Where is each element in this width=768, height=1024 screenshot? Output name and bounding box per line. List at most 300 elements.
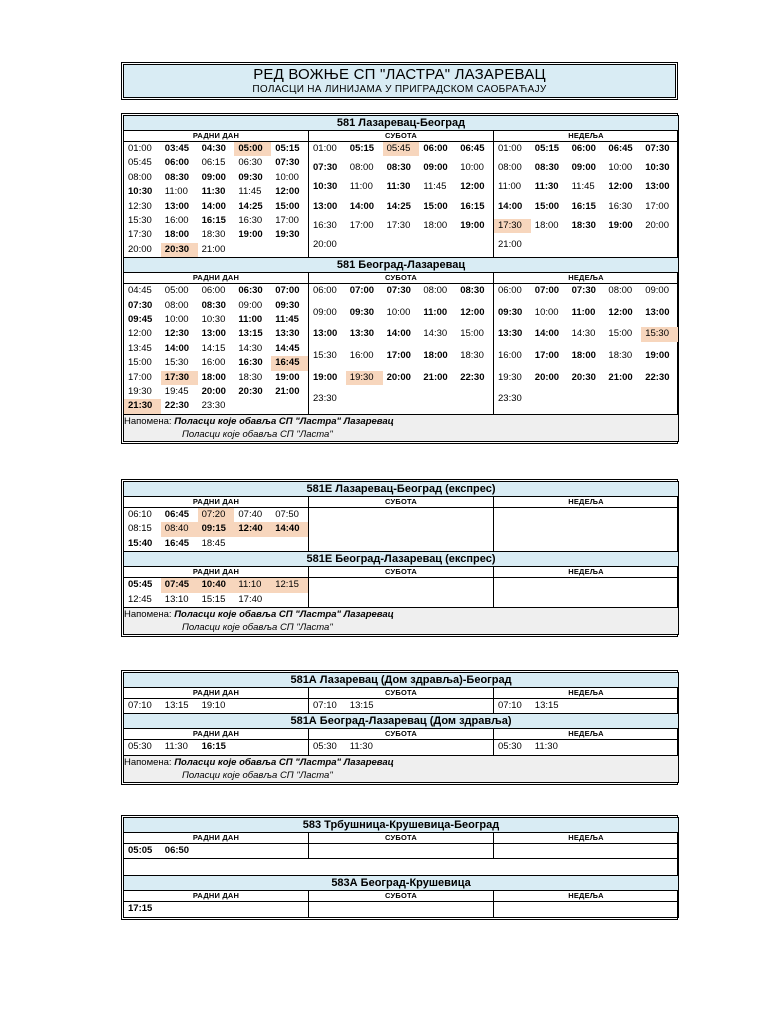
departure-time: 17:00 (386, 349, 411, 361)
day-header-saturday: СУБОТА (309, 688, 494, 699)
departure-list (124, 142, 308, 257)
departure-time: 12:40 (234, 522, 271, 536)
departure-time: 06:15 (201, 157, 226, 169)
times-cell-weekday (124, 699, 309, 714)
times-cell-weekday (124, 740, 309, 755)
departure-time: 09:30 (498, 306, 523, 318)
departure-time: 05:30 (128, 741, 152, 753)
times-row (124, 508, 679, 552)
departure-time: 11:45 (423, 181, 447, 193)
route-title-row (124, 818, 679, 833)
departure-time: 20:00 (201, 385, 226, 397)
departure-time: 13:00 (645, 306, 670, 318)
note-label: Напомена: (124, 608, 172, 620)
day-header-sunday: НЕДЕЉА (494, 497, 679, 508)
departure-time: 19:30 (128, 385, 152, 397)
day-header-sunday: НЕДЕЉА (494, 131, 679, 142)
note-lasta: Поласци које обавља СП "Ласта" (182, 428, 333, 440)
page-header-inner (123, 64, 676, 98)
day-header-row (124, 273, 679, 284)
departure-time: 13:10 (164, 593, 189, 605)
timetable-table (123, 672, 679, 783)
departure-time: 14:15 (201, 342, 226, 354)
departure-time: 19:30 (275, 229, 300, 241)
departure-list (124, 844, 308, 858)
route-title: 581Е Београд-Лазаревац (експрес) (124, 552, 679, 567)
departure-list (124, 699, 308, 713)
note-lasta: Поласци које обавља СП "Ласта" (182, 621, 333, 633)
day-header-weekday: РАДНИ ДАН (124, 729, 309, 740)
departure-time: 01:00 (313, 143, 337, 154)
departure-time: 16:30 (238, 357, 263, 369)
departure-time: 18:30 (608, 349, 633, 361)
departure-time: 11:45 (238, 186, 262, 198)
note-cell (124, 755, 679, 782)
departure-time: 15:00 (128, 357, 152, 369)
departure-time: 08:30 (460, 285, 485, 297)
departure-time: 19:00 (645, 349, 670, 361)
departure-time: 14:00 (386, 328, 411, 340)
departure-time: 07:30 (386, 285, 411, 297)
departure-time: 08:00 (164, 299, 189, 311)
departure-time: 20:00 (645, 219, 669, 231)
departure-time: 13:00 (645, 181, 670, 193)
day-header-row (124, 131, 679, 142)
route-title: 583 Трбушница-Крушевица-Београд (124, 818, 679, 833)
departure-time: 05:15 (275, 143, 300, 154)
departure-time: 16:45 (271, 356, 308, 370)
times-cell-saturday (309, 578, 494, 608)
departure-time: 18:30 (201, 229, 226, 241)
departure-time: 15:00 (423, 200, 448, 212)
timetable-table (123, 817, 679, 918)
departure-list (494, 508, 678, 551)
departure-time: 19:00 (608, 219, 633, 231)
departure-time: 07:40 (238, 509, 263, 520)
departure-time: 06:50 (164, 845, 190, 856)
departure-time: 11:00 (164, 186, 188, 198)
departure-time: 14:00 (164, 342, 190, 354)
departure-time: 12:00 (608, 306, 633, 318)
departure-time: 17:15 (128, 903, 153, 915)
departure-time: 22:30 (645, 371, 670, 383)
spacer-cell (124, 859, 679, 876)
departure-time: 16:15 (460, 200, 485, 212)
departure-time: 14:30 (571, 328, 596, 340)
day-header-saturday: СУБОТА (309, 497, 494, 508)
departure-time: 16:15 (201, 214, 226, 226)
departure-time: 05:00 (234, 142, 271, 156)
departure-time: 15:00 (608, 328, 633, 340)
departure-time: 21:00 (423, 371, 448, 383)
departure-time: 21:00 (608, 371, 633, 383)
times-cell-weekday (124, 844, 309, 859)
departure-time: 07:50 (275, 509, 299, 520)
times-row (124, 844, 679, 859)
departure-time: 08:30 (164, 171, 190, 183)
departure-time: 13:00 (164, 200, 190, 212)
times-row (124, 902, 679, 917)
departure-time: 18:00 (534, 219, 559, 231)
times-row (124, 699, 679, 714)
departure-time: 15:30 (128, 214, 152, 226)
route-title-row (124, 258, 679, 273)
departure-time: 14:30 (238, 342, 263, 354)
departure-time: 08:30 (534, 162, 560, 174)
departure-time: 13:45 (128, 342, 152, 354)
times-cell-sunday (494, 740, 679, 755)
departure-time: 07:30 (275, 157, 300, 169)
departure-list (494, 578, 678, 607)
note-label: Напомена: (124, 415, 172, 427)
note-cell (124, 607, 679, 634)
departure-time: 12:30 (164, 328, 190, 340)
route-title-row (124, 714, 679, 729)
departure-time: 11:30 (164, 741, 188, 753)
departure-time: 06:45 (608, 143, 633, 154)
departure-time: 20:30 (161, 243, 198, 257)
departure-time: 09:00 (645, 285, 669, 297)
departure-time: 18:00 (164, 229, 190, 241)
departure-time: 15:40 (128, 537, 153, 549)
times-row (124, 284, 679, 415)
departure-time: 13:15 (238, 328, 263, 340)
day-header-sunday: НЕДЕЉА (494, 729, 679, 740)
departure-time: 01:00 (128, 143, 152, 154)
departure-time: 16:00 (201, 357, 226, 369)
departure-time: 20:30 (238, 385, 263, 397)
departure-time: 05:30 (498, 741, 522, 753)
departure-time: 14:00 (349, 200, 375, 212)
timetable-table (123, 481, 679, 635)
departure-time: 18:00 (571, 349, 596, 361)
departure-time: 07:20 (198, 508, 235, 522)
times-cell-weekday (124, 142, 309, 258)
departure-time: 09:30 (275, 299, 300, 311)
departure-time: 11:30 (534, 741, 558, 753)
departure-time: 13:15 (349, 700, 374, 711)
departure-time: 17:40 (238, 593, 263, 605)
route-title-row (124, 673, 679, 688)
departure-time: 01:00 (498, 143, 522, 154)
departure-time: 21:30 (124, 399, 161, 413)
departure-time: 17:00 (349, 219, 374, 231)
route-title: 581 Лазаревац-Београд (124, 116, 679, 131)
departure-list (124, 284, 308, 414)
day-header-weekday: РАДНИ ДАН (124, 273, 309, 284)
day-header-sunday: НЕДЕЉА (494, 833, 679, 844)
departure-time: 10:00 (534, 306, 559, 318)
page-title: РЕД ВОЖЊЕ СП "ЛАСТРА" ЛАЗАРЕВАЦ (253, 66, 546, 83)
departure-time: 05:45 (128, 579, 153, 591)
departure-time: 06:00 (313, 285, 337, 297)
departure-time: 17:30 (494, 219, 531, 233)
day-header-saturday: СУБОТА (309, 567, 494, 578)
departure-list (309, 902, 493, 916)
departure-time: 09:45 (128, 313, 153, 325)
departure-time: 18:00 (423, 349, 448, 361)
day-header-row (124, 891, 679, 902)
departure-time: 14:30 (423, 328, 448, 340)
departure-time: 17:30 (128, 229, 152, 241)
departure-time: 09:15 (198, 522, 235, 536)
departure-time: 14:45 (275, 342, 300, 354)
departure-time: 22:30 (460, 371, 485, 383)
day-header-sunday: НЕДЕЉА (494, 688, 679, 699)
times-row (124, 142, 679, 258)
times-cell-saturday (309, 902, 494, 917)
departure-time: 13:30 (498, 328, 523, 340)
departure-time: 15:15 (201, 593, 226, 605)
day-header-row (124, 688, 679, 699)
departure-time: 07:10 (498, 700, 522, 711)
departure-time: 16:15 (201, 741, 226, 753)
departure-time: 13:00 (313, 328, 338, 340)
departure-time: 10:30 (645, 162, 670, 174)
departure-time: 16:15 (571, 200, 596, 212)
departure-time: 16:00 (349, 349, 374, 361)
departure-time: 16:30 (313, 219, 337, 231)
departure-time: 21:00 (201, 243, 226, 255)
times-cell-saturday (309, 699, 494, 714)
note-lasta: Поласци које обавља СП "Ласта" (182, 769, 333, 781)
departure-time: 21:00 (275, 385, 300, 397)
page-header (121, 62, 678, 100)
route-title-row (124, 552, 679, 567)
departure-time: 18:30 (238, 371, 263, 383)
departure-time: 14:00 (201, 200, 226, 212)
departure-time: 17:30 (161, 371, 198, 385)
departure-time: 08:15 (128, 523, 152, 535)
departure-time: 08:00 (498, 162, 522, 174)
departure-time: 15:30 (164, 357, 189, 369)
departure-time: 08:30 (386, 162, 411, 174)
departure-time: 16:30 (238, 214, 263, 226)
day-header-sunday: НЕДЕЉА (494, 567, 679, 578)
times-row (124, 740, 679, 755)
departure-time: 15:00 (534, 200, 560, 212)
departure-time: 10:30 (201, 313, 226, 325)
departure-time: 05:45 (383, 142, 420, 156)
departure-time: 06:00 (498, 285, 522, 297)
departure-time: 23:30 (498, 393, 522, 405)
day-header-weekday: РАДНИ ДАН (124, 688, 309, 699)
departure-time: 19:30 (498, 371, 522, 383)
departure-time: 10:00 (275, 171, 299, 183)
departure-time: 09:00 (238, 299, 263, 311)
note-lastra: Поласци које обавља СП "Ластра" Лазаревац (174, 608, 394, 620)
departure-list (309, 284, 493, 414)
departure-time: 12:00 (460, 306, 485, 318)
timetable-table (123, 115, 679, 442)
departure-time: 07:00 (534, 285, 560, 297)
departure-time: 11:00 (571, 306, 596, 318)
note-line-lastra (124, 415, 678, 428)
departure-time: 06:45 (460, 143, 485, 154)
departure-time: 11:30 (201, 186, 226, 198)
departure-time: 19:00 (275, 371, 300, 383)
departure-time: 13:15 (534, 700, 559, 711)
departure-list (309, 844, 493, 858)
departure-time: 05:15 (534, 143, 560, 154)
departure-time: 11:30 (386, 181, 411, 193)
note-line-lastra (124, 608, 678, 621)
spacer-row (124, 859, 679, 876)
route-title: 581 Београд-Лазаревац (124, 258, 679, 273)
departure-time: 11:30 (534, 181, 559, 193)
departure-time: 07:45 (161, 578, 198, 592)
departure-time: 19:45 (164, 385, 189, 397)
departure-list (124, 578, 308, 607)
times-cell-saturday (309, 740, 494, 755)
departure-time: 13:30 (349, 328, 375, 340)
departure-time: 18:30 (460, 349, 484, 361)
departure-time: 17:00 (645, 200, 669, 212)
page-subtitle: ПОЛАСЦИ НА ЛИНИЈАМА У ПРИГРАДСКОМ САОБРАЋАЈУ (252, 84, 547, 95)
departure-time: 07:30 (128, 299, 153, 311)
departure-time: 05:45 (128, 157, 152, 169)
departure-list (309, 578, 493, 607)
departure-time: 07:30 (313, 162, 338, 174)
departure-time: 12:15 (271, 578, 308, 592)
departure-time: 20:30 (571, 371, 596, 383)
departure-time: 05:15 (349, 143, 375, 154)
departure-time: 06:30 (238, 157, 263, 169)
route-title: 581А Београд-Лазаревац (Дом здравља) (124, 714, 679, 729)
departure-time: 09:00 (571, 162, 596, 174)
departure-time: 11:00 (238, 313, 263, 325)
departure-time: 20:00 (128, 243, 152, 255)
timetable-block (121, 815, 678, 920)
departure-time: 11:45 (571, 181, 595, 193)
departure-time: 08:00 (608, 285, 633, 297)
departure-time: 17:00 (534, 349, 560, 361)
departure-time: 06:10 (128, 509, 152, 520)
departure-time: 14:00 (498, 200, 523, 212)
departure-time: 16:45 (164, 537, 190, 549)
departure-time: 11:00 (423, 306, 448, 318)
route-title: 581Е Лазаревац-Београд (експрес) (124, 482, 679, 497)
times-cell-saturday (309, 284, 494, 415)
departure-time: 17:00 (128, 371, 152, 383)
departure-time: 12:00 (128, 328, 152, 340)
departure-time: 15:30 (313, 349, 337, 361)
departure-list (309, 142, 493, 257)
departure-time: 06:00 (164, 157, 190, 169)
departure-time: 18:45 (201, 537, 226, 549)
departure-time: 13:15 (164, 700, 189, 711)
departure-time: 09:00 (201, 171, 226, 183)
route-title-row (124, 482, 679, 497)
times-cell-sunday (494, 902, 679, 917)
departure-time: 12:00 (460, 181, 485, 193)
departure-time: 11:45 (275, 313, 299, 325)
day-header-saturday: СУБОТА (309, 891, 494, 902)
departure-time: 21:00 (498, 238, 522, 250)
timetable-block (121, 113, 678, 444)
note-row (124, 607, 679, 634)
departure-time: 17:30 (386, 219, 411, 231)
departure-time: 07:00 (349, 285, 375, 297)
times-cell-sunday (494, 284, 679, 415)
departure-time: 19:10 (201, 700, 226, 711)
departure-time: 18:00 (201, 371, 226, 383)
departure-time: 12:45 (128, 593, 152, 605)
departure-time: 08:00 (128, 171, 152, 183)
departure-time: 11:00 (498, 181, 522, 193)
departure-list (494, 844, 678, 858)
departure-time: 03:45 (164, 143, 190, 154)
departure-time: 16:00 (498, 349, 522, 361)
day-header-saturday: СУБОТА (309, 131, 494, 142)
times-cell-weekday (124, 284, 309, 415)
times-row (124, 578, 679, 608)
departure-time: 07:30 (571, 285, 596, 297)
departure-time: 05:05 (128, 845, 153, 856)
departure-time: 10:00 (386, 306, 411, 318)
departure-time: 06:45 (164, 509, 190, 520)
departure-time: 16:30 (608, 200, 633, 212)
day-header-weekday: РАДНИ ДАН (124, 891, 309, 902)
departure-time: 09:30 (238, 171, 263, 183)
route-title: 583А Београд-Крушевица (124, 876, 679, 891)
departure-list (309, 740, 493, 754)
day-header-row (124, 567, 679, 578)
departure-list (124, 508, 308, 551)
times-cell-weekday (124, 508, 309, 552)
departure-time: 10:40 (198, 578, 235, 592)
departure-time: 07:10 (313, 700, 337, 711)
times-cell-sunday (494, 844, 679, 859)
departure-time: 10:00 (460, 162, 484, 174)
departure-time: 16:00 (164, 214, 189, 226)
route-title: 581А Лазаревац (Дом здравља)-Београд (124, 673, 679, 688)
departure-time: 11:30 (349, 741, 373, 753)
day-header-sunday: НЕДЕЉА (494, 273, 679, 284)
departure-list (309, 699, 493, 713)
timetable-block (121, 479, 678, 637)
departure-time: 09:00 (423, 162, 448, 174)
day-header-saturday: СУБОТА (309, 833, 494, 844)
note-label: Напомена: (124, 756, 172, 768)
note-row (124, 414, 679, 441)
day-header-weekday: РАДНИ ДАН (124, 131, 309, 142)
day-header-row (124, 497, 679, 508)
day-header-saturday: СУБОТА (309, 729, 494, 740)
departure-time: 10:00 (608, 162, 633, 174)
departure-time: 07:00 (275, 285, 300, 297)
departure-list (124, 740, 308, 754)
day-header-sunday: НЕДЕЉА (494, 891, 679, 902)
departure-time: 06:00 (571, 143, 596, 154)
departure-time: 06:00 (201, 285, 226, 297)
note-row (124, 755, 679, 782)
departure-list (124, 902, 308, 916)
departure-time: 04:45 (128, 285, 152, 297)
departure-time: 15:30 (641, 327, 678, 341)
departure-time: 14:00 (534, 328, 560, 340)
departure-time: 11:00 (349, 181, 373, 193)
times-cell-saturday (309, 142, 494, 258)
route-title-row (124, 116, 679, 131)
departure-time: 06:00 (423, 143, 448, 154)
times-cell-sunday (494, 142, 679, 258)
times-cell-saturday (309, 844, 494, 859)
departure-time: 17:00 (275, 214, 299, 226)
departure-time: 13:30 (275, 328, 300, 340)
departure-time: 09:30 (349, 306, 375, 318)
departure-list (494, 284, 678, 414)
